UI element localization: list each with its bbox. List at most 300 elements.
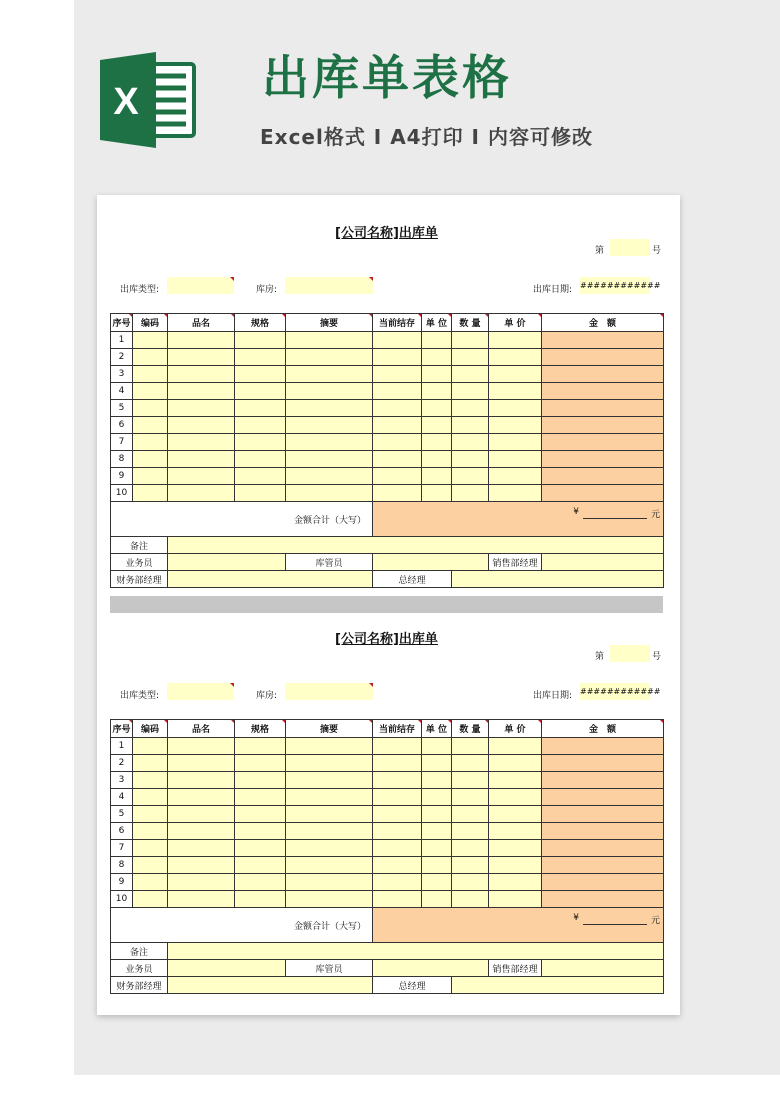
warehouse-input[interactable]	[285, 683, 373, 700]
date-label: 出库日期:	[533, 285, 573, 295]
row-number: 3	[111, 772, 133, 789]
table-cell[interactable]	[422, 349, 452, 366]
table-cell[interactable]	[286, 823, 373, 840]
table-cell[interactable]	[133, 823, 168, 840]
table-cell[interactable]	[286, 417, 373, 434]
number-suffix: 号	[652, 246, 662, 256]
table-cell[interactable]	[542, 789, 664, 806]
salesperson-input[interactable]	[168, 554, 286, 571]
table-cell[interactable]	[168, 468, 235, 485]
table-cell[interactable]	[373, 806, 422, 823]
row-number: 5	[111, 400, 133, 417]
table-row	[111, 840, 664, 857]
table-header-row	[111, 314, 664, 332]
finance-manager-input[interactable]	[168, 571, 373, 588]
table-cell[interactable]	[235, 874, 286, 891]
column-header: 规格	[235, 720, 286, 738]
table-cell[interactable]	[373, 755, 422, 772]
table-cell[interactable]	[489, 806, 542, 823]
table-cell[interactable]	[235, 823, 286, 840]
number-input[interactable]	[610, 239, 650, 256]
table-cell[interactable]	[286, 738, 373, 755]
column-header: 编码	[133, 314, 168, 332]
table-cell[interactable]	[542, 755, 664, 772]
table-cell[interactable]	[542, 823, 664, 840]
table-cell[interactable]	[422, 366, 452, 383]
table-cell[interactable]	[235, 789, 286, 806]
table-cell[interactable]	[422, 400, 452, 417]
table-cell[interactable]	[422, 874, 452, 891]
table-cell[interactable]	[452, 400, 489, 417]
table-cell[interactable]	[168, 772, 235, 789]
table-cell[interactable]	[133, 451, 168, 468]
delivery-form-2	[110, 601, 663, 1011]
signature-row-2	[111, 571, 664, 588]
table-cell[interactable]	[133, 383, 168, 400]
table-cell[interactable]	[489, 400, 542, 417]
column-header: 单 位	[422, 720, 452, 738]
table-cell[interactable]	[422, 891, 452, 908]
table-cell[interactable]	[489, 332, 542, 349]
table-cell[interactable]	[373, 891, 422, 908]
table-cell[interactable]	[235, 400, 286, 417]
table-cell[interactable]	[235, 434, 286, 451]
table-cell[interactable]	[286, 366, 373, 383]
table-cell[interactable]	[452, 417, 489, 434]
row-number: 1	[111, 332, 133, 349]
table-row	[111, 400, 664, 417]
table-cell[interactable]	[235, 806, 286, 823]
keeper-input[interactable]	[373, 960, 489, 977]
row-number: 1	[111, 738, 133, 755]
remark-row	[111, 943, 664, 960]
table-cell[interactable]	[542, 738, 664, 755]
table-cell[interactable]	[133, 366, 168, 383]
table-cell[interactable]	[373, 332, 422, 349]
table-row	[111, 332, 664, 349]
table-cell[interactable]	[489, 857, 542, 874]
salesperson-label: 业务员	[111, 554, 168, 571]
table-cell[interactable]	[168, 434, 235, 451]
items-table	[110, 313, 664, 588]
table-cell[interactable]	[489, 823, 542, 840]
keeper-input[interactable]	[373, 554, 489, 571]
table-cell[interactable]	[422, 772, 452, 789]
table-cell[interactable]	[489, 349, 542, 366]
table-cell[interactable]	[133, 772, 168, 789]
row-number: 9	[111, 468, 133, 485]
date-label: 出库日期:	[533, 691, 573, 701]
sales-manager-input[interactable]	[542, 960, 664, 977]
column-header: 品名	[168, 720, 235, 738]
table-cell[interactable]	[422, 755, 452, 772]
table-cell[interactable]	[168, 738, 235, 755]
table-cell[interactable]	[489, 417, 542, 434]
table-cell[interactable]	[373, 383, 422, 400]
type-input[interactable]	[167, 277, 234, 294]
table-cell[interactable]	[452, 349, 489, 366]
table-cell[interactable]	[452, 755, 489, 772]
table-cell[interactable]	[542, 383, 664, 400]
table-cell[interactable]	[542, 806, 664, 823]
table-cell[interactable]	[452, 383, 489, 400]
table-cell[interactable]	[489, 874, 542, 891]
table-cell[interactable]	[452, 891, 489, 908]
table-cell[interactable]	[489, 434, 542, 451]
table-cell[interactable]	[542, 349, 664, 366]
warehouse-input[interactable]	[285, 277, 373, 294]
table-row	[111, 451, 664, 468]
table-cell[interactable]	[168, 485, 235, 502]
table-cell[interactable]	[373, 349, 422, 366]
table-cell[interactable]	[422, 840, 452, 857]
table-cell[interactable]	[168, 383, 235, 400]
table-cell[interactable]	[373, 451, 422, 468]
table-cell[interactable]	[286, 468, 373, 485]
table-cell[interactable]	[168, 857, 235, 874]
table-cell[interactable]	[422, 434, 452, 451]
signature-row-1	[111, 554, 664, 571]
total-label: 金额合计（大写）	[111, 502, 373, 537]
table-header-row	[111, 720, 664, 738]
table-row	[111, 823, 664, 840]
table-cell[interactable]	[286, 451, 373, 468]
table-cell[interactable]	[286, 874, 373, 891]
table-cell[interactable]	[133, 806, 168, 823]
row-number: 2	[111, 755, 133, 772]
row-number: 5	[111, 806, 133, 823]
table-cell[interactable]	[422, 451, 452, 468]
table-cell[interactable]	[168, 366, 235, 383]
table-cell[interactable]	[373, 789, 422, 806]
table-cell[interactable]	[168, 332, 235, 349]
row-number: 6	[111, 823, 133, 840]
table-cell[interactable]	[168, 789, 235, 806]
table-cell[interactable]	[286, 400, 373, 417]
number-label: 第	[595, 246, 605, 256]
logo-letter: X	[113, 81, 139, 123]
page-subtitle: Excel格式 I A4打印 I 内容可修改	[260, 125, 593, 149]
table-cell[interactable]	[235, 772, 286, 789]
table-cell[interactable]	[168, 755, 235, 772]
table-cell[interactable]	[235, 417, 286, 434]
table-cell[interactable]	[133, 755, 168, 772]
table-cell[interactable]	[168, 840, 235, 857]
table-cell[interactable]	[489, 772, 542, 789]
table-cell[interactable]	[168, 823, 235, 840]
table-cell[interactable]	[452, 738, 489, 755]
row-number: 3	[111, 366, 133, 383]
form-title: [公司名称]出库单	[335, 632, 438, 647]
table-row	[111, 485, 664, 502]
date-input[interactable]: ############	[580, 277, 650, 294]
table-cell[interactable]	[133, 400, 168, 417]
table-cell[interactable]	[422, 738, 452, 755]
column-header: 当前结存	[373, 314, 422, 332]
column-header: 单 价	[489, 314, 542, 332]
table-cell[interactable]	[422, 806, 452, 823]
row-number: 8	[111, 451, 133, 468]
salesperson-input[interactable]	[168, 960, 286, 977]
table-cell[interactable]	[422, 468, 452, 485]
table-row	[111, 417, 664, 434]
table-cell[interactable]	[235, 857, 286, 874]
table-cell[interactable]	[542, 366, 664, 383]
table-cell[interactable]	[452, 806, 489, 823]
row-number: 2	[111, 349, 133, 366]
table-cell[interactable]	[373, 417, 422, 434]
total-row	[111, 502, 664, 537]
table-row	[111, 874, 664, 891]
signature-row-1	[111, 960, 664, 977]
remark-input[interactable]	[168, 537, 664, 554]
table-cell[interactable]	[542, 772, 664, 789]
table-cell[interactable]	[489, 840, 542, 857]
table-row	[111, 383, 664, 400]
warehouse-label: 库房:	[256, 691, 278, 701]
table-cell[interactable]	[373, 400, 422, 417]
table-cell[interactable]	[235, 738, 286, 755]
total-row	[111, 908, 664, 943]
finance-manager-label: 财务部经理	[111, 977, 168, 994]
column-header: 单 位	[422, 314, 452, 332]
signature-row-2	[111, 977, 664, 994]
table-cell[interactable]	[168, 891, 235, 908]
remark-label: 备注	[111, 943, 168, 960]
table-cell[interactable]	[542, 451, 664, 468]
table-cell[interactable]	[452, 485, 489, 502]
table-cell[interactable]	[286, 485, 373, 502]
gm-input[interactable]	[452, 977, 664, 994]
table-cell[interactable]	[133, 468, 168, 485]
table-cell[interactable]	[235, 349, 286, 366]
table-cell[interactable]	[452, 840, 489, 857]
table-cell[interactable]	[286, 755, 373, 772]
table-cell[interactable]	[168, 874, 235, 891]
remark-row	[111, 537, 664, 554]
table-cell[interactable]	[373, 485, 422, 502]
table-cell[interactable]	[422, 857, 452, 874]
table-cell[interactable]	[373, 468, 422, 485]
table-cell[interactable]	[489, 468, 542, 485]
column-header: 摘要	[286, 314, 373, 332]
number-suffix: 号	[652, 652, 662, 662]
table-cell[interactable]	[542, 332, 664, 349]
column-header: 规格	[235, 314, 286, 332]
table-row	[111, 806, 664, 823]
finance-manager-input[interactable]	[168, 977, 373, 994]
table-cell[interactable]	[286, 772, 373, 789]
gm-input[interactable]	[452, 571, 664, 588]
table-cell[interactable]	[286, 840, 373, 857]
table-cell[interactable]	[286, 891, 373, 908]
number-input[interactable]	[610, 645, 650, 662]
column-header: 数 量	[452, 720, 489, 738]
table-cell[interactable]	[235, 451, 286, 468]
table-cell[interactable]	[286, 332, 373, 349]
table-cell[interactable]	[452, 789, 489, 806]
table-cell[interactable]	[235, 755, 286, 772]
table-cell[interactable]	[422, 383, 452, 400]
table-cell[interactable]	[542, 417, 664, 434]
table-cell[interactable]	[133, 349, 168, 366]
table-cell[interactable]	[373, 840, 422, 857]
table-row	[111, 789, 664, 806]
salesperson-label: 业务员	[111, 960, 168, 977]
table-cell[interactable]	[452, 366, 489, 383]
table-cell[interactable]	[286, 434, 373, 451]
sales-manager-label: 销售部经理	[489, 554, 542, 571]
table-cell[interactable]	[168, 451, 235, 468]
table-cell[interactable]	[373, 434, 422, 451]
delivery-form-1	[110, 195, 663, 605]
column-header: 序号	[111, 314, 133, 332]
table-cell[interactable]	[542, 468, 664, 485]
table-cell[interactable]	[542, 840, 664, 857]
table-cell[interactable]	[168, 417, 235, 434]
table-cell[interactable]	[286, 806, 373, 823]
table-cell[interactable]	[133, 332, 168, 349]
keeper-label: 库管员	[286, 554, 373, 571]
excel-logo-icon	[100, 52, 200, 148]
table-cell[interactable]	[373, 366, 422, 383]
table-cell[interactable]	[286, 349, 373, 366]
table-cell[interactable]	[452, 468, 489, 485]
table-cell[interactable]	[489, 383, 542, 400]
table-cell[interactable]	[373, 823, 422, 840]
table-cell[interactable]	[235, 383, 286, 400]
page-title: 出库单表格	[262, 51, 512, 106]
table-cell[interactable]	[452, 772, 489, 789]
column-header: 数 量	[452, 314, 489, 332]
table-cell[interactable]	[542, 434, 664, 451]
table-cell[interactable]	[489, 755, 542, 772]
table-cell[interactable]	[286, 789, 373, 806]
table-cell[interactable]	[286, 383, 373, 400]
table-cell[interactable]	[422, 789, 452, 806]
table-cell[interactable]	[452, 874, 489, 891]
table-cell[interactable]	[489, 891, 542, 908]
table-cell[interactable]	[542, 874, 664, 891]
table-cell[interactable]	[235, 485, 286, 502]
number-label: 第	[595, 652, 605, 662]
row-number: 8	[111, 857, 133, 874]
table-cell[interactable]	[542, 891, 664, 908]
type-input[interactable]	[167, 683, 234, 700]
finance-manager-label: 财务部经理	[111, 571, 168, 588]
row-number: 4	[111, 789, 133, 806]
table-cell[interactable]	[133, 485, 168, 502]
table-cell[interactable]	[542, 400, 664, 417]
table-cell[interactable]	[168, 806, 235, 823]
table-cell[interactable]	[373, 874, 422, 891]
table-row	[111, 349, 664, 366]
table-cell[interactable]	[452, 451, 489, 468]
table-cell[interactable]	[422, 823, 452, 840]
total-label: 金额合计（大写）	[111, 908, 373, 943]
gm-label: 总经理	[373, 977, 452, 994]
table-cell[interactable]	[452, 434, 489, 451]
currency-symbol: ¥	[573, 507, 579, 517]
table-cell[interactable]	[235, 891, 286, 908]
table-cell[interactable]	[489, 451, 542, 468]
column-header: 单 价	[489, 720, 542, 738]
table-cell[interactable]	[489, 366, 542, 383]
column-header: 当前结存	[373, 720, 422, 738]
table-cell[interactable]	[168, 349, 235, 366]
row-number: 10	[111, 485, 133, 502]
table-cell[interactable]	[133, 891, 168, 908]
table-cell[interactable]	[422, 332, 452, 349]
table-cell[interactable]	[452, 332, 489, 349]
table-cell[interactable]	[373, 772, 422, 789]
table-cell[interactable]	[373, 738, 422, 755]
table-row	[111, 772, 664, 789]
column-header: 金 额	[542, 314, 664, 332]
table-cell[interactable]	[452, 857, 489, 874]
table-cell[interactable]	[286, 857, 373, 874]
gm-label: 总经理	[373, 571, 452, 588]
sales-manager-input[interactable]	[542, 554, 664, 571]
amount-underline	[583, 924, 647, 925]
column-header: 序号	[111, 720, 133, 738]
table-cell[interactable]	[422, 417, 452, 434]
table-row	[111, 891, 664, 908]
table-cell[interactable]	[452, 823, 489, 840]
table-cell[interactable]	[133, 434, 168, 451]
date-input[interactable]: ############	[580, 683, 650, 700]
table-cell[interactable]	[133, 738, 168, 755]
table-cell[interactable]	[542, 485, 664, 502]
total-amount-cell[interactable]	[373, 502, 664, 537]
table-cell[interactable]	[133, 874, 168, 891]
table-row	[111, 738, 664, 755]
table-cell[interactable]	[168, 400, 235, 417]
table-cell[interactable]	[235, 366, 286, 383]
table-cell[interactable]	[235, 468, 286, 485]
table-row	[111, 755, 664, 772]
total-amount-cell[interactable]	[373, 908, 664, 943]
table-cell[interactable]	[133, 857, 168, 874]
remark-input[interactable]	[168, 943, 664, 960]
amount-underline	[583, 518, 647, 519]
table-cell[interactable]	[489, 485, 542, 502]
table-cell[interactable]	[235, 332, 286, 349]
table-cell[interactable]	[133, 840, 168, 857]
row-number: 7	[111, 840, 133, 857]
table-cell[interactable]	[373, 857, 422, 874]
row-number: 10	[111, 891, 133, 908]
table-cell[interactable]	[133, 417, 168, 434]
table-cell[interactable]	[542, 857, 664, 874]
table-cell[interactable]	[422, 485, 452, 502]
table-cell[interactable]	[133, 789, 168, 806]
currency-suffix: 元	[650, 916, 660, 926]
table-cell[interactable]	[489, 789, 542, 806]
column-header: 摘要	[286, 720, 373, 738]
table-row	[111, 857, 664, 874]
table-row	[111, 366, 664, 383]
table-cell[interactable]	[235, 840, 286, 857]
form-title: [公司名称]出库单	[335, 226, 438, 241]
items-table	[110, 719, 664, 994]
table-cell[interactable]	[489, 738, 542, 755]
row-number: 7	[111, 434, 133, 451]
column-header: 编码	[133, 720, 168, 738]
type-label: 出库类型:	[120, 285, 160, 295]
sales-manager-label: 销售部经理	[489, 960, 542, 977]
currency-symbol: ¥	[573, 913, 579, 923]
